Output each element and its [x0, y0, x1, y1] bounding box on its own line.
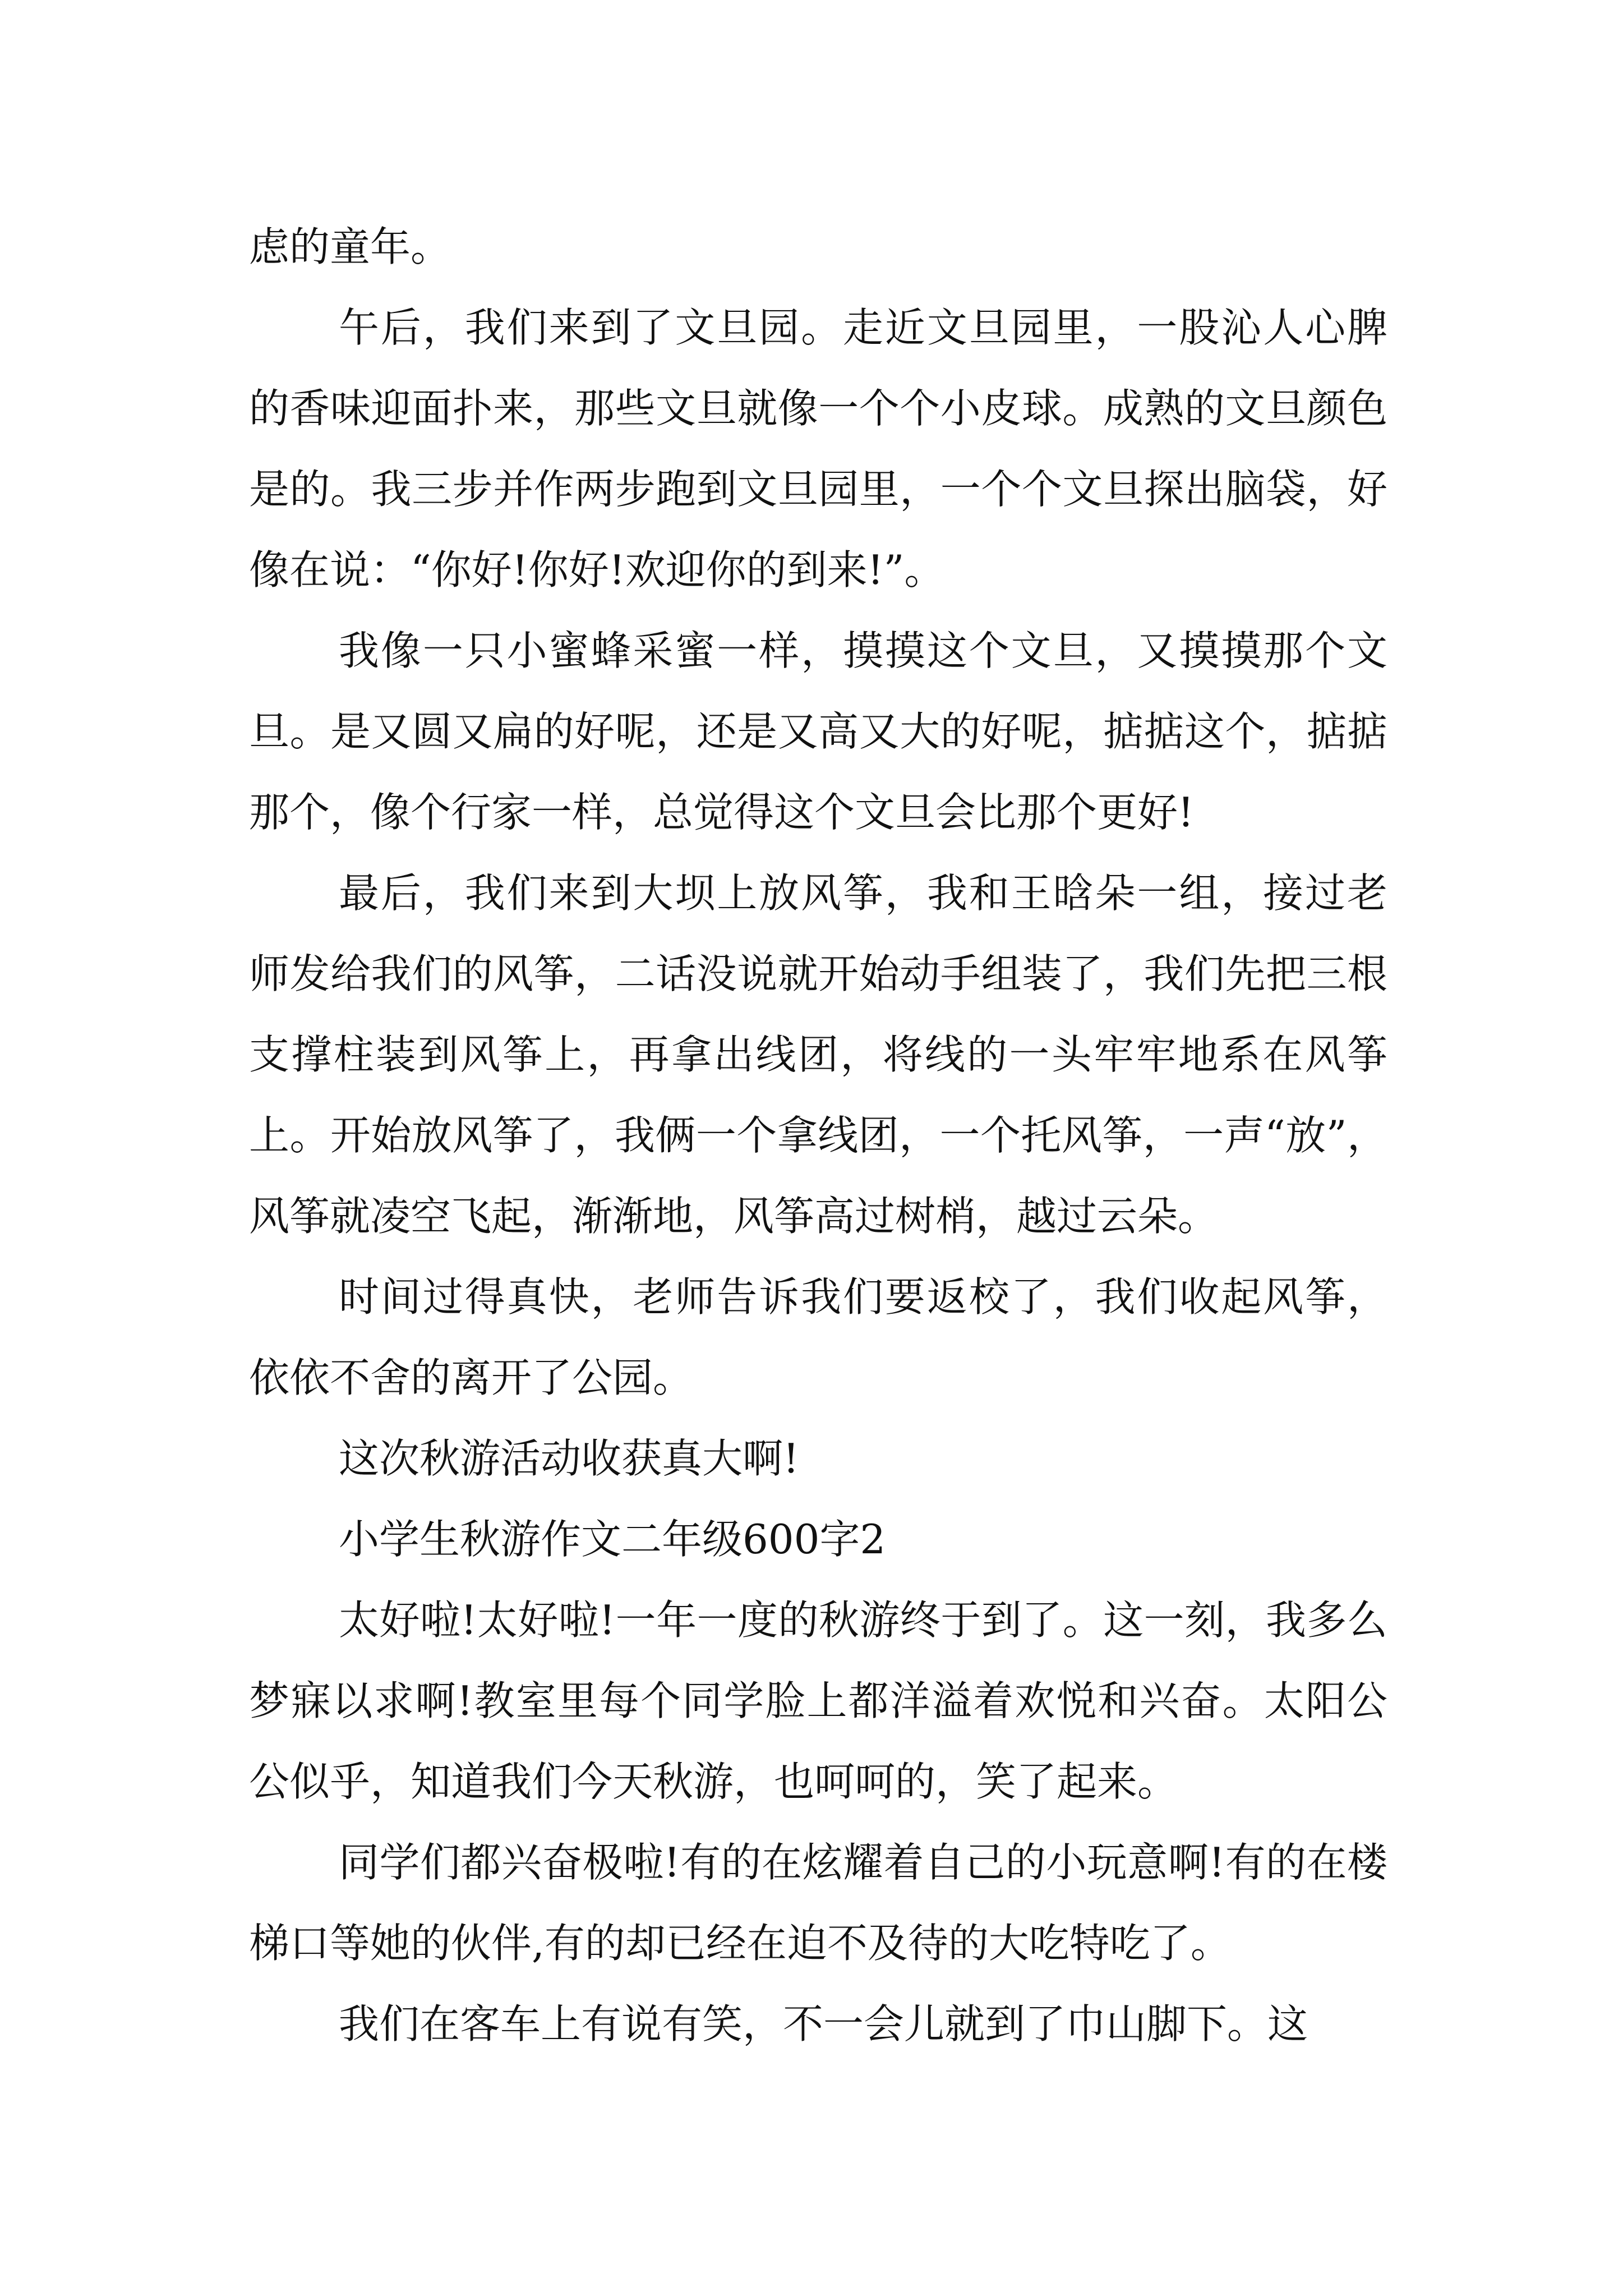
paragraph-8: 同学们都兴奋极啦!有的在炫耀着自己的小玩意啊!有的在楼梯口等她的伙伴,有的却已经在迫不及待的大吃特吃了。 — [249, 1839, 1387, 1967]
paragraph-6: 这次秋游活动收获真大啊! — [339, 1435, 799, 1482]
paragraph-3: 我像一只小蜜蜂采蜜一样，摸摸这个文旦，又摸摸那个文旦。是又圆又扁的好呢，还是又高又大的好呢，掂掂这个，掂掂那个，像个行家一样，总觉得这个文旦会比那个更好! — [249, 627, 1387, 836]
paragraph-1: 虑的童年。 — [249, 223, 451, 270]
essay-body — [249, 206, 1387, 2064]
essay-title-2: 小学生秋游作文二年级600字2 — [339, 1516, 886, 1563]
paragraph-9: 我们在客车上有说有笑，不一会儿就到了巾山脚下。这 — [339, 2000, 1308, 2047]
paragraph-5: 时间过得真快，老师告诉我们要返校了，我们收起风筝，依依不舍的离开了公园。 — [249, 1273, 1387, 1401]
paragraph-2: 午后，我们来到了文旦园。走近文旦园里，一股沁人心脾的香味迎面扑来，那些文旦就像一个个小皮球。成熟的文旦颜色是的。我三步并作两步跑到文旦园里，一个个文旦探出脑袋，好像在说：“你好!你好!欢迎你的到来!”。 — [249, 304, 1387, 593]
paragraph-7: 太好啦!太好啦!一年一度的秋游终于到了。这一刻，我多么梦寐以求啊!教室里每个同学脸上都洋溢着欢悦和兴奋。太阳公公似乎，知道我们今天秋游，也呵呵的，笑了起来。 — [249, 1596, 1387, 1805]
paragraph-4: 最后，我们来到大坝上放风筝，我和王晗朵一组，接过老师发给我们的风筝，二话没说就开始动手组装了，我们先把三根支撑柱装到风筝上，再拿出线团，将线的一头牢牢地系在风筝上。开始放风筝了，我俩一个拿线团，一个托风筝，一声“放”，风筝就凌空飞起，渐渐地，风筝高过树梢，越过云朵。 — [249, 869, 1387, 1240]
